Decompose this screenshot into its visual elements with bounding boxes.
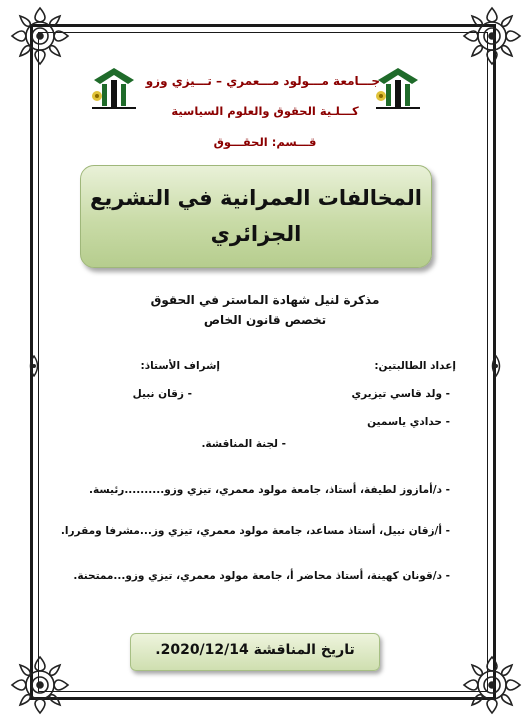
committee-label-text: لجنة المناقشة. <box>201 438 278 450</box>
memo-specialty: تخصص قانون الخاص <box>203 313 327 327</box>
thesis-title: المخالفات العمرانية في التشريع الجزائري <box>90 186 422 246</box>
student-name-1: - ولد قاسي تيزيري <box>351 388 450 400</box>
supervisor-label: إشراف الأستاذ: <box>140 360 220 372</box>
committee-label: - لجنة المناقشة. <box>201 438 286 450</box>
university-logo-icon <box>88 62 140 114</box>
floral-corner-ornament-icon <box>10 655 70 715</box>
committee-member-3: - د/قونان كهينة، أستاذ محاضر أ، جامعة مولود معمري، تيزي وزو...ممتحنة. <box>73 570 450 582</box>
floral-corner-ornament-icon <box>462 655 522 715</box>
student-name-2: - حدادي ياسمين <box>367 416 450 428</box>
committee-member-1: - د/أمازوز لطيفة، أستاذ، جامعة مولود معمري، تيزي وزو..........رئيسة. <box>89 484 450 496</box>
student-name-text: حدادي ياسمين <box>367 416 442 428</box>
university-name: جـــامعة مـــولود مـــعمري – تـــيزي وزو <box>145 74 380 88</box>
students-label: إعداد الطالبتين: <box>374 360 456 372</box>
floral-corner-ornament-icon <box>10 6 70 66</box>
student-name-text: ولد قاسي تيزيري <box>351 388 442 400</box>
side-ornament-icon <box>26 355 42 377</box>
supervisor-name: - زقان نبيل <box>132 388 192 400</box>
defense-date: تاريخ المناقشة 2020/12/14. <box>155 642 355 658</box>
faculty-name: كـــلـية الحقوق والعلوم السياسية <box>171 104 359 118</box>
memo-degree: مذكرة لنيل شهادة الماستر في الحقوق <box>150 293 380 307</box>
floral-corner-ornament-icon <box>462 6 522 66</box>
committee-member-text: د/أمازوز لطيفة، أستاذ، جامعة مولود معمري، تيزي وزو..........رئيسة. <box>89 484 442 496</box>
side-ornament-icon <box>488 355 504 377</box>
committee-member-text: د/قونان كهينة، أستاذ محاضر أ، جامعة مولود معمري، تيزي وزو...ممتحنة. <box>73 570 442 582</box>
department-name: قـــسم: الحقـــوق <box>213 135 317 149</box>
supervisor-name-text: زقان نبيل <box>132 388 184 400</box>
committee-member-text: أ/زقان نبيل، أستاذ مساعد، جامعة مولود معمري، تيزي وز...مشرفا ومقررا. <box>60 525 442 537</box>
committee-member-2: - أ/زقان نبيل، أستاذ مساعد، جامعة مولود معمري، تيزي وز...مشرفا ومقررا. <box>60 525 450 537</box>
